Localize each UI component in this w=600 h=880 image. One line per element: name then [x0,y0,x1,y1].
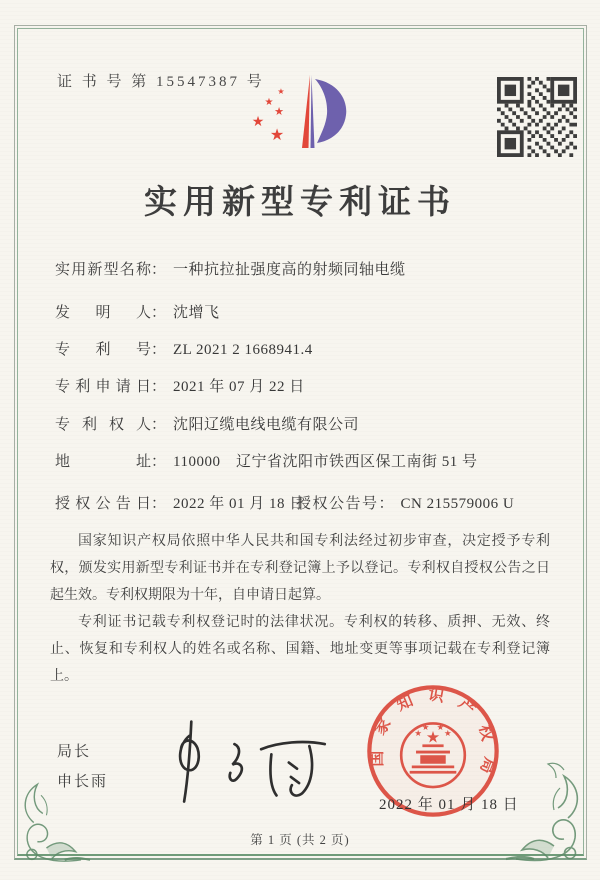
body-paragraph-2: 专利证书记载专利权登记时的法律状况。专利权的转移、质押、无效、终止、恢复和专利权人的姓名或名称、国籍、地址变更等事项记载在专利登记簿上。 [50,615,550,684]
svg-text:★: ★ [444,728,452,739]
qr-code-icon [497,77,577,157]
grant-number-label: 授权公告号 [296,496,379,512]
svg-text:★: ★ [421,721,430,732]
svg-text:★: ★ [264,97,274,108]
svg-text:★: ★ [274,105,284,118]
field-value: 2021 年 07 月 22 日 [173,379,305,395]
field-colon: ： [151,305,167,321]
field-colon: ： [151,262,167,278]
svg-text:★: ★ [251,114,265,130]
field-colon: ： [151,496,167,512]
field-value: 一种抗拉扯强度高的射频同轴电缆 [173,262,406,278]
field-row-grant-date [55,492,570,514]
field-label: 专利权人 [55,417,151,433]
field-value: 沈阳辽缆电线电缆有限公司 [173,417,360,433]
field-colon: ： [151,379,167,395]
seal-text: 国家知识产权局 [369,686,499,789]
field-value: ZL 2021 2 1668941.4 [173,342,313,358]
field-row-name [55,258,570,280]
field-colon: ： [378,496,394,512]
field-row-patentee [55,413,570,435]
field-label: 地址 [55,454,151,470]
field-label: 授权公告日 [55,496,151,512]
field-value: 沈增飞 [173,305,220,321]
svg-text:★: ★ [277,87,285,96]
field-row-address [55,450,570,472]
svg-text:★: ★ [425,727,441,747]
certificate-title: 实用新型专利证书 [144,185,456,221]
field-label: 专利号 [55,342,151,358]
director-signature [140,712,335,807]
field-colon: ： [151,417,167,433]
field-label: 发明人 [55,305,151,321]
svg-text:★: ★ [414,728,422,739]
field-row-patent-no [55,338,570,360]
body-paragraph-1: 国家知识产权局依照中华人民共和国专利法经过初步审查，决定授予专利权，颁发实用新型专利证书并在专利登记簿上予以登记。专利权自授权公告之日起生效。专利权期限为十年，自申请日起算。 [50,534,550,603]
field-colon: ： [151,342,167,358]
grant-number-value: CN 215579006 U [400,496,515,512]
field-row-filing-date [55,375,570,397]
field-row-inventor [55,301,570,323]
cnipa-logo-icon [243,70,355,154]
field-label: 专利申请日 [55,379,151,395]
grant-number-pair [296,492,514,513]
svg-text:★: ★ [269,125,285,144]
certificate-body [50,528,550,690]
field-value: 2022 年 01 月 18 日 [173,496,305,512]
director-title: 局长 [57,744,92,760]
field-label: 实用新型名称 [55,262,151,278]
corner-ornament-left-icon [8,768,94,868]
director-name: 申长雨 [57,774,109,790]
seal-date: 2022 年 01 月 18 日 [379,797,519,813]
field-value: 110000 辽宁省沈阳市铁西区保工南街 51 号 [173,454,478,470]
page-footer: 第 1 页 (共 2 页) [250,833,350,847]
certificate-number: 证 书 号 第 15547387 号 [57,74,265,90]
svg-text:★: ★ [436,721,445,732]
field-colon: ： [151,454,167,470]
